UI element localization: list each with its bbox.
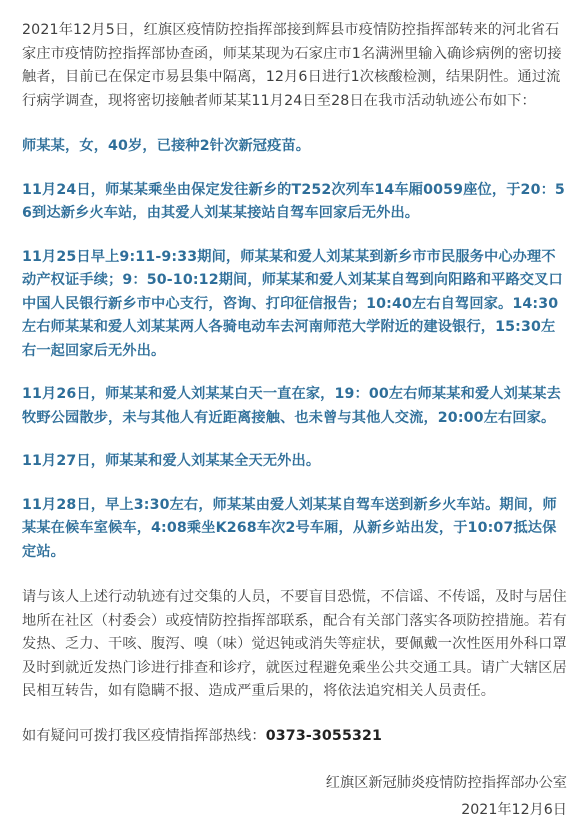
- itinerary-day-1128: 11月28日，早上3:30左右，师某某由爱人刘某某自驾车送到新乡火车站。期间，师某某在候车室候车，4:08乘坐K268车次2号车厢，从新乡站出发，于10:07抵达保定站。: [22, 496, 557, 560]
- hotline-number[interactable]: 0373-3055321: [265, 727, 383, 744]
- itinerary-day-1124: 11月24日，师某某乘坐由保定发往新乡的T252次列车14车厢0059座位，于20：56到达新乡火车站，由其爱人刘某某接站自驾车回家后无外出。: [22, 181, 565, 221]
- itinerary-day-1126: 11月26日，师某某和爱人刘某某白天一直在家，19：00左右师某某和爱人刘某某去牧野公园散步，未与其他人有近距离接触、也未曾与其他人交流，20:00左右回家。: [22, 386, 561, 426]
- signature-organization: 红旗区新冠肺炎疫情防控指挥部办公室: [325, 775, 567, 791]
- intro-paragraph: 2021年12月5日，红旗区疫情防控指挥部接到辉县市疫情防控指挥部转来的河北省石家庄市疫情防控指挥部协查函，师某某现为石家庄市1名满洲里输入确诊病例的密切接触者，目前已在保定市易县集中隔离，12月6日进行1次核酸检测，结果阴性。通过流行病学调查，现将密切接触者师某某11月24日至28日在我市活动轨迹公布如下：: [22, 22, 562, 109]
- hotline-line: [22, 725, 569, 749]
- hotline-label: 如有疑问可拨打我区疫情指挥部热线：: [22, 727, 266, 744]
- public-notice-paragraph: 请与该人上述行动轨迹有过交集的人员，不要盲目恐慌，不信谣、不传谣，及时与居住地所在社区（村委会）或疫情防控指挥部联系，配合有关部门落实各项防控措施。若有发热、乏力、干咳、腹泻、嗅（味）觉迟钝或消失等症状，要佩戴一次性医用外科口罩及时到就近发热门诊进行排查和诊疗，就医过程避免乘坐公共交通工具。请广大辖区居民相互转告，如有隐瞒不报、造成严重后果的，将依法追究相关人员责任。: [22, 589, 567, 699]
- itinerary-day-1125: 11月25日早上9:11-9:33期间，师某某和爱人刘某某到新乡市市民服务中心办理不动产权证手续；9：50-10:12期间，师某某和爱人刘某某自驾到向阳路和平路交叉口中国人民银行新乡市中心支行，咨询、打印征信报告；10:40左右自驾回家。14:30左右师某某和爱人刘某某两人各骑电动车去河南师范大学附近的建设银行，15:30左右一起回家后无外出。: [22, 248, 563, 359]
- itinerary-day-1127: 11月27日，师某某和爱人刘某某全天无外出。: [22, 453, 321, 469]
- signature-date: 2021年12月6日: [461, 801, 567, 818]
- person-info: 师某某，女，40岁，已接种2针次新冠疫苗。: [22, 138, 311, 154]
